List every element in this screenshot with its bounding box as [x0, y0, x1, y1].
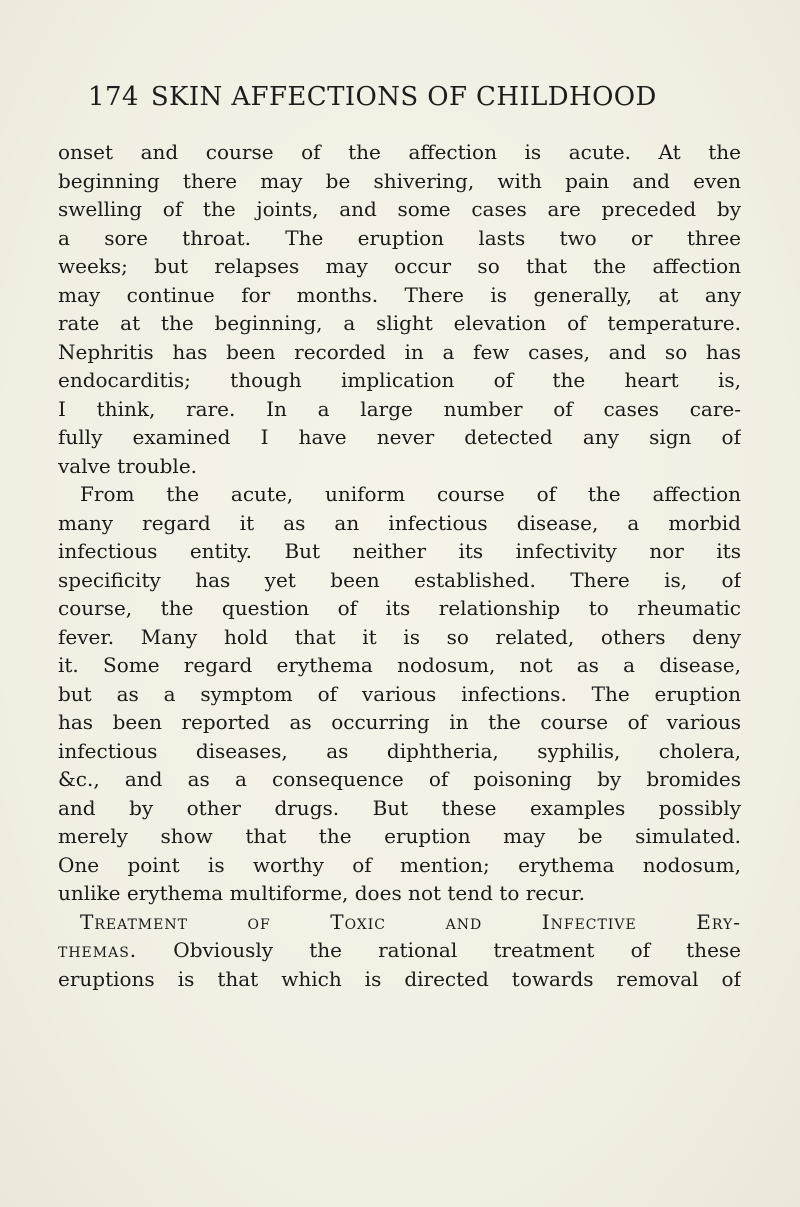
text-line: endocarditis; though implication of the heart is,	[58, 368, 741, 392]
text-line: but as a symptom of various infections. The eruption	[58, 681, 741, 706]
section-heading-continued: themas.	[58, 938, 138, 962]
text-line: weeks; but relapses may occur so that the affection	[58, 254, 741, 278]
text-line: fever. Many hold that it is so related, others deny	[58, 624, 741, 649]
text-line: beginning there may be shivering, with pain and even	[58, 168, 741, 193]
text-line: infectious diseases, as diphtheria, syphilis, cholera,	[58, 738, 741, 763]
text-line: it. Some regard erythema nodosum, not as a disease,	[58, 653, 741, 677]
text-line	[58, 936, 741, 965]
text-line: and by other drugs. But these examples possibly	[58, 795, 741, 820]
section-text: Obviously the rational treatment of these	[173, 938, 741, 962]
text-line: many regard it as an infectious disease, a morbid	[58, 510, 741, 535]
running-head	[88, 82, 728, 112]
text-line: unlike erythema multiforme, does not tend to recur.	[58, 881, 585, 905]
text-line: eruptions is that which is directed towards removal of	[58, 966, 741, 991]
running-title: SKIN AFFECTIONS OF CHILDHOOD	[150, 82, 657, 112]
text-line: Nephritis has been recorded in a few cases, and so has	[58, 339, 741, 364]
section-heading: Treatment of Toxic and Infective Ery-	[80, 909, 741, 934]
text-line: valve trouble.	[58, 453, 198, 478]
text-line: merely show that the eruption may be simulated.	[58, 824, 741, 848]
page-number: 174	[88, 82, 139, 112]
text-line: course, the question of its relationship to rheumatic	[58, 596, 741, 620]
section-heading-line	[58, 908, 741, 937]
text-line: I think, rare. In a large number of cases care-	[58, 396, 741, 421]
text-line: may continue for months. There is generally, at any	[58, 282, 741, 307]
text-line: &c., and as a consequence of poisoning by bromides	[58, 767, 741, 791]
body-text	[58, 138, 741, 993]
text-line: swelling of the joints, and some cases are preceded by	[58, 197, 741, 221]
text-line: One point is worthy of mention; erythema nodosum,	[58, 852, 741, 877]
text-line: onset and course of the affection is acute. At the	[58, 140, 741, 164]
text-line: From the acute, uniform course of the affection	[80, 482, 741, 506]
text-line: infectious entity. But neither its infectivity nor its	[58, 539, 741, 563]
text-line: has been reported as occurring in the course of various	[58, 710, 741, 734]
text-line: fully examined I have never detected any sign of	[58, 425, 741, 449]
text-line: a sore throat. The eruption lasts two or three	[58, 225, 741, 250]
text-line: specificity has yet been established. There is, of	[58, 567, 741, 592]
text-line: rate at the beginning, a slight elevation of temperature.	[58, 311, 741, 335]
